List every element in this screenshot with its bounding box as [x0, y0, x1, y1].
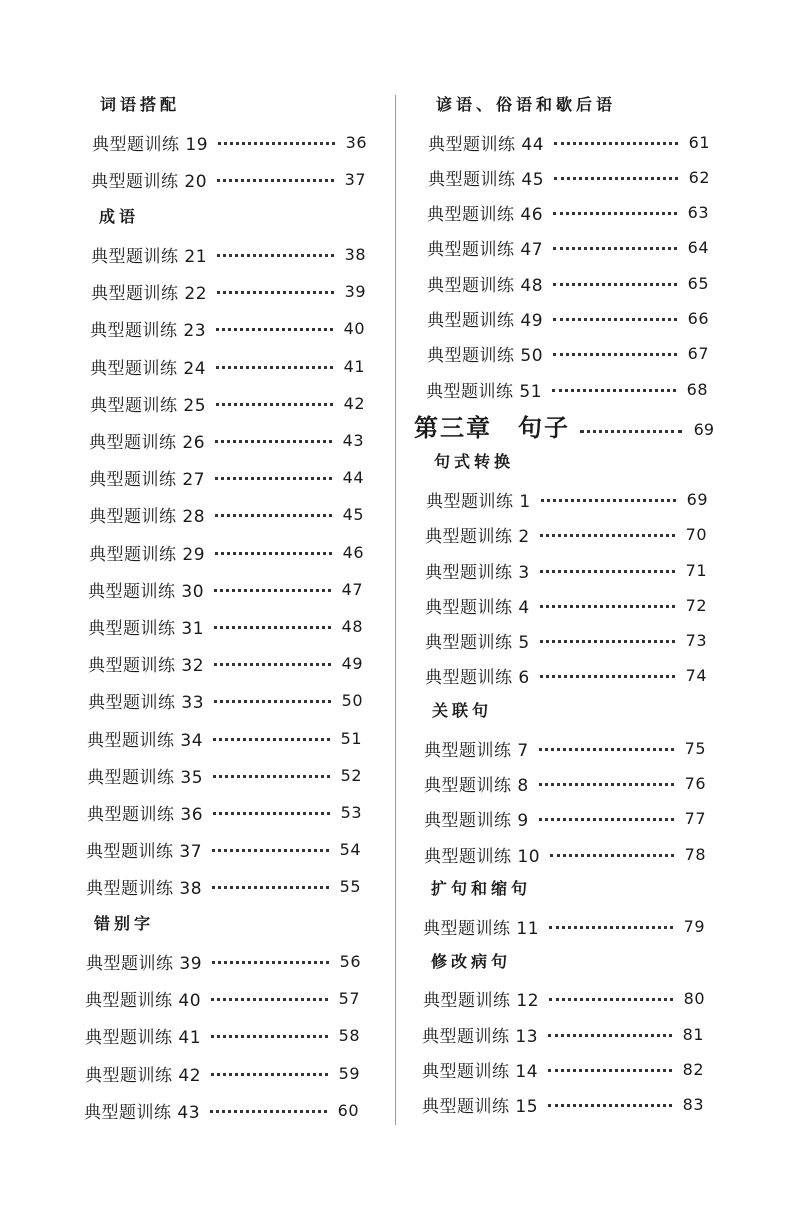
dot-leader — [548, 1069, 672, 1072]
section-heading: 成语 — [99, 206, 140, 226]
page-number: 77 — [684, 809, 706, 829]
entry-title: 典型题训练 20 — [91, 172, 208, 193]
page-number: 36 — [345, 133, 367, 152]
column-divider — [395, 95, 396, 1125]
dot-leader — [212, 849, 329, 852]
entry-title: 典型题训练 30 — [88, 581, 205, 602]
entry-title: 典型题训练 23 — [90, 321, 207, 342]
page-number: 69 — [686, 489, 708, 509]
page-number: 69 — [693, 419, 714, 439]
page-number: 60 — [337, 1100, 359, 1120]
page-number: 75 — [684, 738, 706, 758]
dot-leader — [214, 663, 331, 666]
toc-entry[interactable] — [85, 984, 360, 1014]
toc-entry[interactable] — [424, 839, 706, 869]
page-number: 71 — [685, 560, 707, 580]
toc-entry[interactable] — [423, 911, 705, 941]
page-number: 55 — [339, 877, 361, 897]
page-number: 67 — [687, 344, 709, 364]
page-number: 43 — [342, 430, 364, 450]
dot-leader — [553, 283, 677, 286]
entry-title: 典型题训练 49 — [427, 311, 544, 331]
dot-leader — [540, 640, 675, 643]
page-number: 79 — [683, 916, 705, 936]
toc-entry[interactable] — [424, 769, 706, 799]
entry-title: 典型题训练 1 — [426, 491, 531, 512]
entry-title: 典型题训练 22 — [91, 284, 208, 305]
page-number: 37 — [344, 170, 366, 190]
dot-leader — [549, 926, 673, 929]
toc-entry[interactable] — [86, 947, 361, 977]
toc-entry[interactable] — [422, 1054, 704, 1084]
dot-leader — [539, 783, 674, 786]
entry-title: 典型题训练 3 — [425, 562, 530, 583]
page-number: 47 — [341, 579, 363, 599]
page-number: 41 — [343, 356, 365, 376]
dot-leader — [212, 886, 329, 889]
dot-leader — [211, 1073, 328, 1076]
entry-title: 典型题训练 9 — [424, 811, 529, 832]
entry-title: 典型题训练 27 — [89, 470, 206, 491]
dot-leader — [217, 179, 334, 182]
entry-title: 典型题训练 47 — [427, 240, 544, 261]
page-number: 51 — [340, 728, 362, 748]
toc-entry[interactable] — [422, 1090, 704, 1120]
entry-title: 典型题训练 45 — [428, 169, 545, 190]
chapter-title: 第三章 句子 — [414, 412, 570, 442]
toc-entry[interactable] — [91, 239, 366, 269]
toc-entry[interactable] — [424, 804, 706, 834]
dot-leader — [214, 626, 331, 629]
dot-leader — [540, 534, 675, 537]
dot-leader — [215, 440, 332, 443]
toc-entry[interactable] — [425, 520, 707, 550]
toc-entry[interactable] — [89, 537, 364, 567]
entry-title: 典型题训练 26 — [89, 432, 206, 453]
toc-entry[interactable] — [426, 374, 708, 404]
entry-title: 典型题训练 33 — [88, 693, 205, 714]
dot-leader — [216, 403, 333, 406]
page-number: 80 — [683, 989, 705, 1009]
entry-title: 典型题训练 2 — [425, 527, 530, 548]
toc-entry[interactable] — [84, 1095, 359, 1125]
section-heading: 关联句 — [432, 701, 493, 721]
entry-title: 典型题训练 25 — [90, 395, 207, 416]
entry-title: 典型题训练 10 — [424, 846, 541, 867]
section-heading: 词语搭配 — [100, 95, 181, 114]
page-number: 64 — [687, 238, 709, 258]
entry-title: 典型题训练 24 — [90, 358, 207, 379]
dot-leader — [213, 775, 330, 778]
entry-title: 典型题训练 46 — [427, 205, 544, 226]
toc-entry[interactable] — [85, 1021, 360, 1051]
toc-entry[interactable] — [425, 555, 707, 585]
dot-leader — [553, 318, 677, 321]
entry-title: 典型题训练 19 — [92, 135, 209, 155]
page-number: 46 — [342, 542, 364, 562]
toc-entry[interactable] — [87, 797, 362, 827]
entry-title: 典型题训练 12 — [423, 991, 540, 1012]
toc-entry[interactable] — [427, 233, 709, 263]
page-number: 83 — [682, 1095, 704, 1115]
dot-leader — [540, 675, 675, 678]
page-number: 39 — [344, 282, 366, 302]
entry-title: 典型题训练 13 — [422, 1026, 539, 1047]
dot-leader — [549, 998, 673, 1001]
section-heading: 错别字 — [94, 914, 155, 933]
page-number: 54 — [339, 840, 361, 860]
toc-entry[interactable] — [90, 314, 365, 344]
entry-title: 典型题训练 7 — [424, 740, 529, 761]
entry-title: 典型题训练 36 — [87, 804, 204, 825]
dot-leader — [553, 247, 677, 250]
page-number: 50 — [341, 691, 363, 711]
dot-leader — [212, 961, 329, 964]
toc-entry[interactable] — [427, 304, 709, 334]
section-heading: 扩句和缩句 — [431, 879, 532, 899]
toc-entry[interactable] — [90, 351, 365, 381]
entry-title: 典型题训练 14 — [422, 1061, 539, 1082]
entry-title: 典型题训练 50 — [427, 346, 544, 367]
dot-leader — [216, 328, 333, 331]
page-number: 45 — [342, 505, 364, 525]
toc-entry[interactable] — [89, 500, 364, 530]
toc-entry[interactable] — [86, 872, 361, 902]
toc-entry[interactable] — [85, 1058, 360, 1088]
page-number: 48 — [341, 616, 363, 636]
entry-title: 典型题训练 37 — [86, 842, 203, 863]
dot-leader — [553, 353, 677, 356]
entry-title: 典型题训练 32 — [88, 656, 205, 677]
entry-title: 典型题训练 48 — [427, 275, 544, 296]
page-number: 62 — [688, 167, 710, 187]
dot-leader — [215, 514, 332, 517]
page-number: 78 — [684, 844, 706, 864]
toc-entry[interactable] — [87, 723, 362, 753]
dot-leader — [554, 177, 678, 180]
dot-leader — [554, 142, 678, 145]
dot-leader — [539, 748, 674, 751]
section-heading: 谚语、俗语和歇后语 — [436, 95, 617, 114]
page-number: 52 — [340, 765, 362, 785]
toc-entry[interactable] — [423, 984, 705, 1014]
entry-title: 典型题训练 35 — [87, 767, 204, 788]
dot-leader — [213, 812, 330, 815]
entry-title: 典型题训练 28 — [89, 507, 206, 528]
toc-entry[interactable] — [88, 611, 363, 641]
toc-entry[interactable] — [88, 686, 363, 716]
entry-title: 典型题训练 43 — [84, 1102, 201, 1123]
entry-title: 典型题训练 5 — [425, 633, 530, 654]
page-number: 65 — [687, 273, 709, 293]
page-number: 81 — [682, 1024, 704, 1044]
entry-title: 典型题训练 8 — [424, 776, 529, 796]
toc-entry[interactable] — [427, 198, 709, 228]
section-heading: 修改病句 — [431, 951, 512, 971]
dot-leader — [539, 818, 674, 821]
dot-leader — [216, 366, 333, 369]
toc-entry[interactable] — [427, 339, 709, 369]
page-number: 56 — [339, 952, 361, 971]
entry-title: 典型题训练 38 — [86, 879, 203, 900]
toc-entry[interactable] — [91, 277, 366, 307]
dot-leader — [211, 1035, 328, 1038]
toc-entry[interactable] — [425, 590, 707, 620]
entry-title: 典型题训练 21 — [91, 246, 208, 267]
page-number: 66 — [687, 309, 709, 328]
page-number: 40 — [343, 319, 365, 339]
toc-entry[interactable] — [428, 162, 710, 192]
entry-title: 典型题训练 40 — [85, 991, 202, 1012]
dot-leader — [218, 142, 335, 145]
page-number: 70 — [685, 525, 707, 545]
dot-leader — [540, 605, 675, 608]
toc-entry[interactable] — [89, 463, 364, 493]
entry-title: 典型题训练 39 — [86, 954, 203, 974]
dot-leader — [552, 389, 676, 392]
toc-entry[interactable] — [428, 127, 710, 157]
page-number: 57 — [338, 989, 360, 1009]
entry-title: 典型题训练 41 — [85, 1028, 202, 1049]
dot-leader — [211, 998, 328, 1001]
page-number: 44 — [342, 468, 364, 488]
dot-leader — [210, 1110, 327, 1113]
dot-leader — [215, 477, 332, 480]
dot-leader — [548, 1034, 672, 1037]
page-number: 73 — [685, 631, 707, 651]
entry-title: 典型题训练 6 — [425, 668, 530, 689]
dot-leader — [580, 430, 682, 433]
entry-title: 典型题训练 51 — [426, 381, 543, 402]
toc-entry[interactable] — [424, 733, 706, 763]
toc-entry[interactable] — [90, 388, 365, 418]
entry-title: 典型题训练 29 — [89, 544, 206, 565]
toc-entry[interactable] — [88, 649, 363, 679]
page-number: 72 — [685, 595, 707, 615]
page-number: 82 — [682, 1059, 704, 1079]
entry-title: 典型题训练 11 — [423, 918, 540, 939]
page-number: 38 — [344, 244, 366, 264]
page-number: 49 — [341, 654, 363, 674]
dot-leader — [213, 738, 330, 741]
toc-entry[interactable] — [427, 268, 709, 298]
dot-leader — [214, 700, 331, 703]
toc-entry[interactable] — [425, 661, 707, 691]
toc-entry[interactable] — [92, 128, 367, 158]
dot-leader — [217, 291, 334, 294]
toc-entry[interactable] — [426, 484, 708, 514]
toc-entry[interactable] — [91, 165, 366, 195]
toc-entry[interactable] — [88, 574, 363, 604]
dot-leader — [541, 499, 676, 502]
page-number: 61 — [688, 132, 710, 152]
page-number: 74 — [685, 666, 707, 686]
section-heading: 句式转换 — [434, 452, 515, 472]
dot-leader — [550, 854, 674, 857]
toc-entry[interactable] — [87, 760, 362, 790]
toc-entry[interactable] — [425, 626, 707, 656]
toc-chapter-entry[interactable] — [414, 405, 714, 445]
dot-leader — [214, 589, 331, 592]
entry-title: 典型题训练 4 — [425, 597, 530, 618]
page-number: 59 — [338, 1063, 360, 1083]
dot-leader — [540, 570, 675, 573]
page-number: 68 — [686, 379, 708, 399]
page-number: 58 — [338, 1026, 360, 1046]
toc-entry[interactable] — [86, 835, 361, 865]
entry-title: 典型题训练 42 — [85, 1065, 202, 1086]
dot-leader — [553, 212, 677, 215]
dot-leader — [215, 552, 332, 555]
entry-title: 典型题训练 44 — [428, 134, 545, 155]
page-number: 76 — [684, 774, 706, 793]
entry-title: 典型题训练 31 — [88, 618, 205, 639]
toc-entry[interactable] — [422, 1019, 704, 1049]
dot-leader — [548, 1104, 672, 1107]
entry-title: 典型题训练 15 — [422, 1097, 539, 1118]
entry-title: 典型题训练 34 — [87, 730, 204, 751]
page-number: 53 — [340, 802, 362, 822]
page-number: 42 — [343, 393, 365, 413]
page-number: 63 — [687, 203, 709, 223]
dot-leader — [217, 254, 334, 257]
toc-entry[interactable] — [89, 425, 364, 455]
